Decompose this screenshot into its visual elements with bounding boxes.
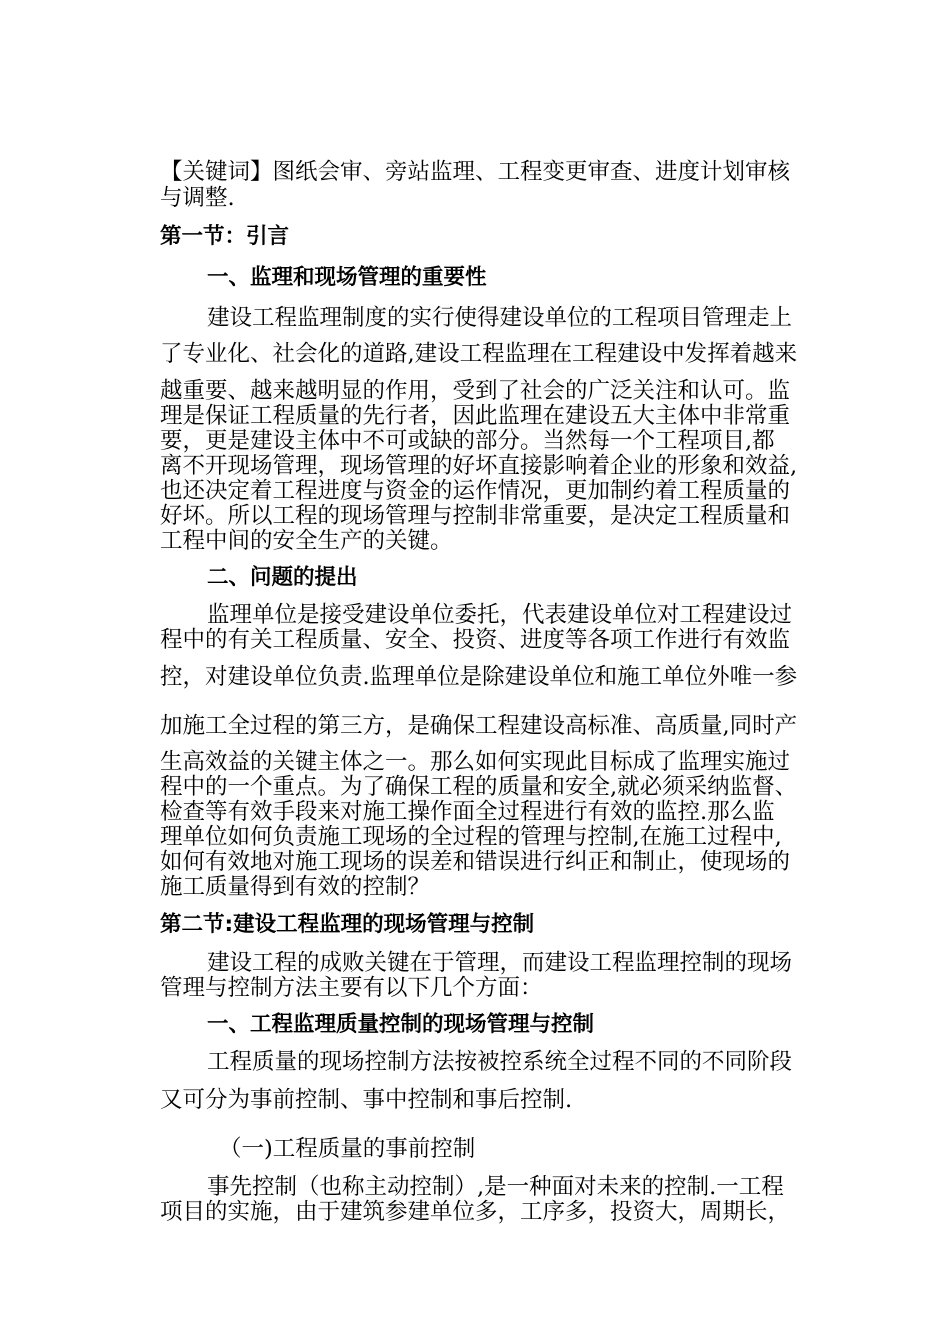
paragraph-line: 如何有效地对施工现场的误差和错误进行纠正和制止，使现场的 xyxy=(160,849,791,875)
paragraph-line: 生高效益的关键主体之一。那么如何实现此目标成了监理实施过 xyxy=(160,749,791,775)
paragraph-line: 理单位如何负责施工现场的全过程的管理与控制,在施工过程中, xyxy=(160,824,782,850)
paragraph-line: 加施工全过程的第三方，是确保工程建设高标准、高质量,同时产 xyxy=(160,713,798,739)
paragraph-line: 程中的一个重点。为了确保工程的质量和安全,就必须采纳监督、 xyxy=(160,774,798,800)
paragraph-line: 施工质量得到有效的控制？ xyxy=(160,874,431,900)
keywords-line: 【关键词】图纸会审、旁站监理、工程变更审查、进度计划审核 xyxy=(160,159,791,185)
paragraph-line: 程中的有关工程质量、安全、投资、进度等各项工作进行有效监 xyxy=(160,627,791,653)
paragraph-line: 监理单位是接受建设单位委托，代表建设单位对工程建设过 xyxy=(207,602,793,628)
paragraph-line: 了专业化、社会化的道路,建设工程监理在工程建设中发挥着越来 xyxy=(160,341,798,367)
paragraph-line: 工程质量的现场控制方法按被控系统全过程不同的不同阶段 xyxy=(207,1049,793,1075)
paragraph-line: 建设工程的成败关键在于管理，而建设工程监理控制的现场 xyxy=(207,950,793,976)
section-1-sub-2-heading: 二、问题的提出 xyxy=(207,565,358,590)
paragraph-line: 又可分为事前控制、事中控制和事后控制. xyxy=(160,1087,573,1113)
paragraph-line: 也还决定着工程进度与资金的运作情况，更加制约着工程质量的 xyxy=(160,478,791,504)
section-1-sub-1-heading: 一、监理和现场管理的重要性 xyxy=(207,265,487,290)
paragraph-line: 检查等有效手段来对施工操作面全过程进行有效的监控.那么监 xyxy=(160,799,775,825)
paragraph-line: 项目的实施，由于建筑参建单位多，工序多，投资大，周期长， xyxy=(160,1199,791,1225)
paragraph-line: 好坏。所以工程的现场管理与控制非常重要，是决定工程质量和 xyxy=(160,503,791,529)
paragraph-line: 管理与控制方法主要有以下几个方面： xyxy=(160,975,543,1001)
paragraph-line: 事先控制（也称主动控制）,是一种面对未来的控制.一工程 xyxy=(207,1174,784,1200)
section-2-heading: 第二节:建设工程监理的现场管理与控制 xyxy=(160,912,535,937)
paragraph-line: 建设工程监理制度的实行使得建设单位的工程项目管理走上 xyxy=(207,305,793,331)
paragraph-line: 控，对建设单位负责.监理单位是除建设单位和施工单位外唯一参 xyxy=(160,664,798,690)
paragraph-line: 工程中间的安全生产的关键。 xyxy=(160,528,453,554)
paragraph-line: 要，更是建设主体中不可或缺的部分。当然每一个工程项目,都 xyxy=(160,428,775,454)
keywords-line: 与调整. xyxy=(160,185,235,211)
section-1-heading: 第一节：引言 xyxy=(160,224,290,249)
paragraph-line: 越重要、越来越明显的作用，受到了社会的广泛关注和认可。监 xyxy=(160,378,791,404)
section-2-subsub-1-heading: （一)工程质量的事前控制 xyxy=(219,1136,476,1162)
paragraph-line: 离不开现场管理，现场管理的好坏直接影响着企业的形象和效益, xyxy=(160,453,798,479)
section-2-sub-1-heading: 一、工程监理质量控制的现场管理与控制 xyxy=(207,1012,595,1037)
paragraph-line: 理是保证工程质量的先行者，因此监理在建设五大主体中非常重 xyxy=(160,403,791,429)
